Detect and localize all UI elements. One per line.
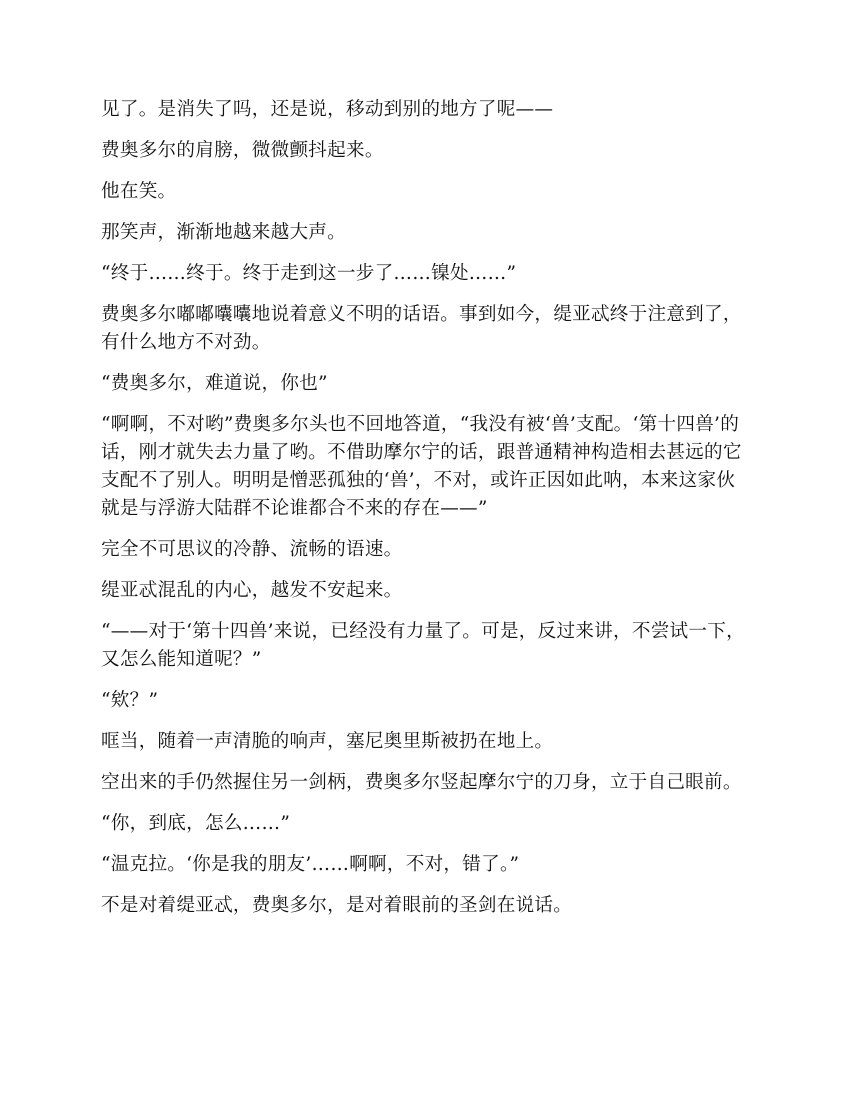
- paragraph: 不是对着缇亚忒，费奥多尔，是对着眼前的圣剑在说话。: [101, 895, 573, 916]
- document-page: [101, 96, 751, 933]
- paragraph: “——对于‘第十四兽’来说，已经没有力量了。可是，反过来讲，不尝试一下，又怎么能知道呢？”: [101, 621, 745, 670]
- paragraph: 费奥多尔嘟嘟囔囔地说着意义不明的话语。事到如今，缇亚忒终于注意到了，有什么地方不对劲。: [101, 304, 742, 353]
- paragraph: 空出来的手仍然握住另一剑柄，费奥多尔竖起摩尔宁的刀身，立于自己眼前。: [101, 772, 742, 793]
- paragraph: “费奥多尔，难道说，你也”: [101, 373, 328, 394]
- paragraph: 费奥多尔的肩膀，微微颤抖起来。: [101, 140, 384, 161]
- paragraph: “啊啊，不对哟”费奥多尔头也不回地答道，“我没有被‘兽’支配。‘第十四兽’的话，刚才就失去力量了哟。不借助摩尔宁的话，跟普通精神构造相去甚远的它支配不了别人。明明是憎恶孤独的‘兽’，不对，或许正因如此呐，本来这家伙就是与浮游大陆群不论谁都合不来的存在——”: [101, 414, 742, 519]
- paragraph: 哐当，随着一声清脆的响声，塞尼奥里斯被扔在地上。: [101, 731, 554, 752]
- paragraph: “温克拉。‘你是我的朋友’……啊啊，不对，错了。”: [101, 854, 520, 875]
- paragraph: 他在笑。: [101, 181, 177, 202]
- paragraph: “你，到底，怎么……”: [101, 813, 291, 834]
- paragraph: 见了。是消失了吗，还是说，移动到别的地方了呢——: [101, 99, 554, 120]
- paragraph: “欸？”: [101, 690, 159, 711]
- paragraph: 那笑声，渐渐地越来越大声。: [101, 222, 346, 243]
- paragraph: “终于……终于。终于走到这一步了……镍处……”: [101, 263, 517, 284]
- paragraph: 缇亚忒混乱的内心，越发不安起来。: [101, 580, 403, 601]
- paragraph: 完全不可思议的冷静、流畅的语速。: [101, 539, 403, 560]
